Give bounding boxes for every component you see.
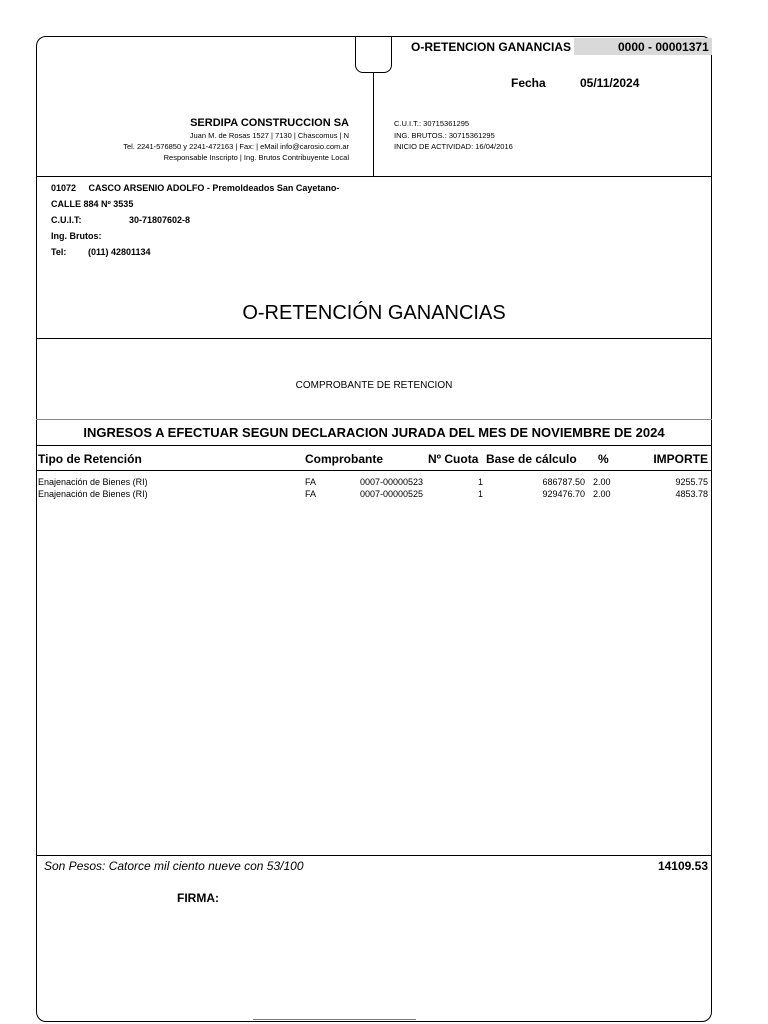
row-cuota: 1 [478, 489, 484, 499]
client-tel-value: (011) 42801134 [88, 247, 151, 257]
row-tipo: Enajenación de Bienes (RI) [38, 477, 148, 487]
declaration-bottom-rule [36, 445, 712, 446]
totals-rule [36, 855, 712, 856]
header-divider [373, 73, 374, 177]
row-pct: 2.00 [593, 477, 611, 487]
client-name: 01072 CASCO ARSENIO ADOLFO - Premoldeados San Cayetano- [51, 183, 340, 193]
row-comprobante: 0007-00000523 [360, 477, 424, 487]
col-porcentaje: % [598, 452, 609, 466]
row-tipo-comp: FA [305, 477, 317, 487]
row-importe: 9255.75 [675, 477, 708, 487]
doc-number: 0000 - 00001371 [618, 40, 709, 54]
row-comprobante: 0007-00000525 [360, 489, 424, 499]
signature-line [253, 1019, 416, 1020]
firma-label: FIRMA: [177, 891, 219, 905]
company-inicio: INICIO DE ACTIVIDAD: 16/04/2016 [394, 142, 513, 151]
row-tipo-comp: FA [305, 489, 317, 499]
row-cuota: 1 [478, 477, 484, 487]
col-tipo-retencion: Tipo de Retención [38, 452, 142, 466]
header-bottom-rule [36, 176, 712, 177]
company-tax-status: Responsable Inscripto | Ing. Brutos Contribuyente Local [163, 153, 349, 162]
date-value: 05/11/2024 [580, 76, 640, 90]
company-ing-brutos: ING. BRUTOS.: 30715361295 [394, 131, 495, 140]
subtitle-bottom-rule [36, 419, 712, 420]
row-pct: 2.00 [593, 489, 611, 499]
col-comprobante: Comprobante [305, 452, 383, 466]
client-cuit-value: 30-71807602-8 [129, 215, 191, 225]
row-base: 686787.50 [542, 477, 585, 487]
client-address: CALLE 884 Nº 3535 [51, 199, 134, 209]
client-tel-label: Tel: [51, 247, 67, 257]
company-contact: Tel. 2241-576850 y 2241-472163 | Fax: | eMail info@carosio.com.ar [123, 142, 349, 151]
row-importe: 4853.78 [675, 489, 708, 499]
doc-type: O-RETENCION GANANCIAS [411, 40, 572, 54]
col-cuota: Nº Cuota [428, 452, 479, 466]
total-amount: 14109.53 [657, 859, 708, 873]
declaration-title: INGRESOS A EFECTUAR SEGUN DECLARACION JURADA DEL MES DE NOVIEMBRE DE 2024 [83, 425, 665, 440]
client-ib-label: Ing. Brutos: [51, 231, 102, 241]
table-header-rule [36, 470, 712, 471]
col-base-calculo: Base de cálculo [486, 452, 577, 466]
letter-box [355, 37, 392, 73]
row-base: 929476.70 [542, 489, 585, 499]
company-name: SERDIPA CONSTRUCCION SA [190, 117, 349, 129]
company-cuit: C.U.I.T.: 30715361295 [394, 119, 470, 128]
son-pesos: Son Pesos: Catorce mil ciento nueve con 53/100 [44, 859, 304, 873]
main-title: O-RETENCIÓN GANANCIAS [242, 302, 506, 324]
date-label: Fecha [511, 76, 546, 90]
col-importe: IMPORTE [653, 452, 708, 466]
company-address: Juan M. de Rosas 1527 | 7130 | Chascomus | N [189, 131, 349, 140]
row-tipo: Enajenación de Bienes (RI) [38, 489, 148, 499]
title-bottom-rule [36, 338, 712, 339]
comprobante-subtitle: COMPROBANTE DE RETENCION [295, 380, 453, 391]
client-cuit-label: C.U.I.T: [51, 215, 82, 225]
